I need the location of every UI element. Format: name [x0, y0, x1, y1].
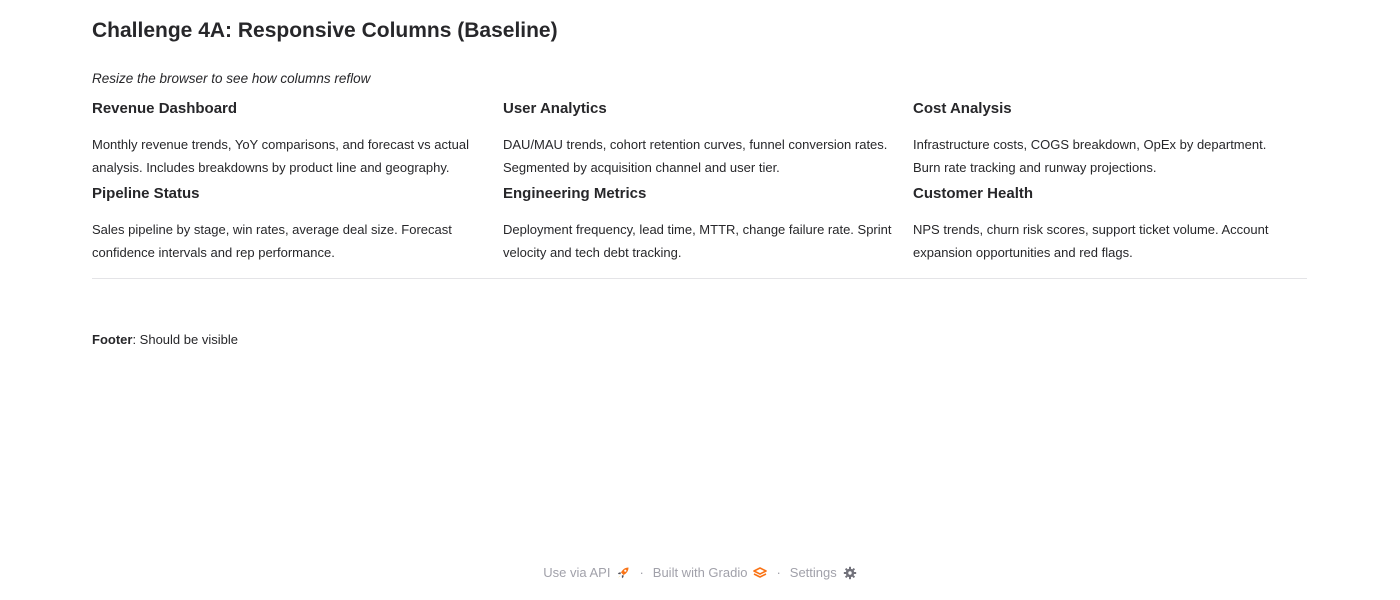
footer-note-text: : Should be visible: [132, 332, 238, 347]
main-content: [92, 16, 1307, 349]
page-subtitle: Resize the browser to see how columns reflow: [92, 71, 371, 86]
card-title: Engineering Metrics: [503, 185, 647, 202]
use-via-api-link[interactable]: [543, 564, 630, 582]
footer-separator: ·: [639, 565, 644, 580]
card-body: DAU/MAU trends, cohort retention curves, funnel conversion rates. Segmented by acquisition channel and user tier.: [503, 137, 888, 175]
section-divider: [92, 278, 1307, 279]
gradio-logo-icon: [753, 566, 767, 580]
card-title: Customer Health: [913, 185, 1034, 202]
rocket-icon: [616, 566, 630, 580]
card-title: Revenue Dashboard: [92, 100, 238, 117]
use-via-api-label: Use via API: [543, 565, 611, 580]
gradio-footer: [0, 564, 1400, 582]
card-user-analytics: [503, 98, 913, 179]
card-title: User Analytics: [503, 100, 607, 117]
card-body: Infrastructure costs, COGS breakdown, OpEx by department. Burn rate tracking and runway projections.: [913, 137, 1267, 175]
card-grid: [92, 98, 1307, 264]
card-body: Monthly revenue trends, YoY comparisons, and forecast vs actual analysis. Includes breakdowns by product line and geography.: [92, 137, 469, 175]
card-title: Cost Analysis: [913, 100, 1012, 117]
gear-icon: [843, 566, 857, 580]
card-body: Sales pipeline by stage, win rates, average deal size. Forecast confidence intervals and rep performance.: [92, 222, 452, 260]
card-body: Deployment frequency, lead time, MTTR, change failure rate. Sprint velocity and tech debt tracking.: [503, 222, 892, 260]
card-pipeline-status: [92, 183, 503, 264]
built-with-gradio-link[interactable]: [653, 564, 768, 582]
footer-note: [92, 331, 1307, 349]
card-engineering-metrics: [503, 183, 913, 264]
card-customer-health: [913, 183, 1307, 264]
settings-label: Settings: [789, 565, 837, 580]
card-cost-analysis: [913, 98, 1307, 179]
card-revenue-dashboard: [92, 98, 503, 179]
footer-separator: ·: [776, 565, 781, 580]
footer-note-label: Footer: [92, 332, 133, 347]
built-with-gradio-label: Built with Gradio: [652, 565, 748, 580]
page-title: Challenge 4A: Responsive Columns (Baseline): [92, 19, 558, 42]
card-title: Pipeline Status: [92, 185, 200, 202]
settings-link[interactable]: [790, 564, 857, 582]
card-body: NPS trends, churn risk scores, support ticket volume. Account expansion opportunities and red flags.: [913, 222, 1269, 260]
